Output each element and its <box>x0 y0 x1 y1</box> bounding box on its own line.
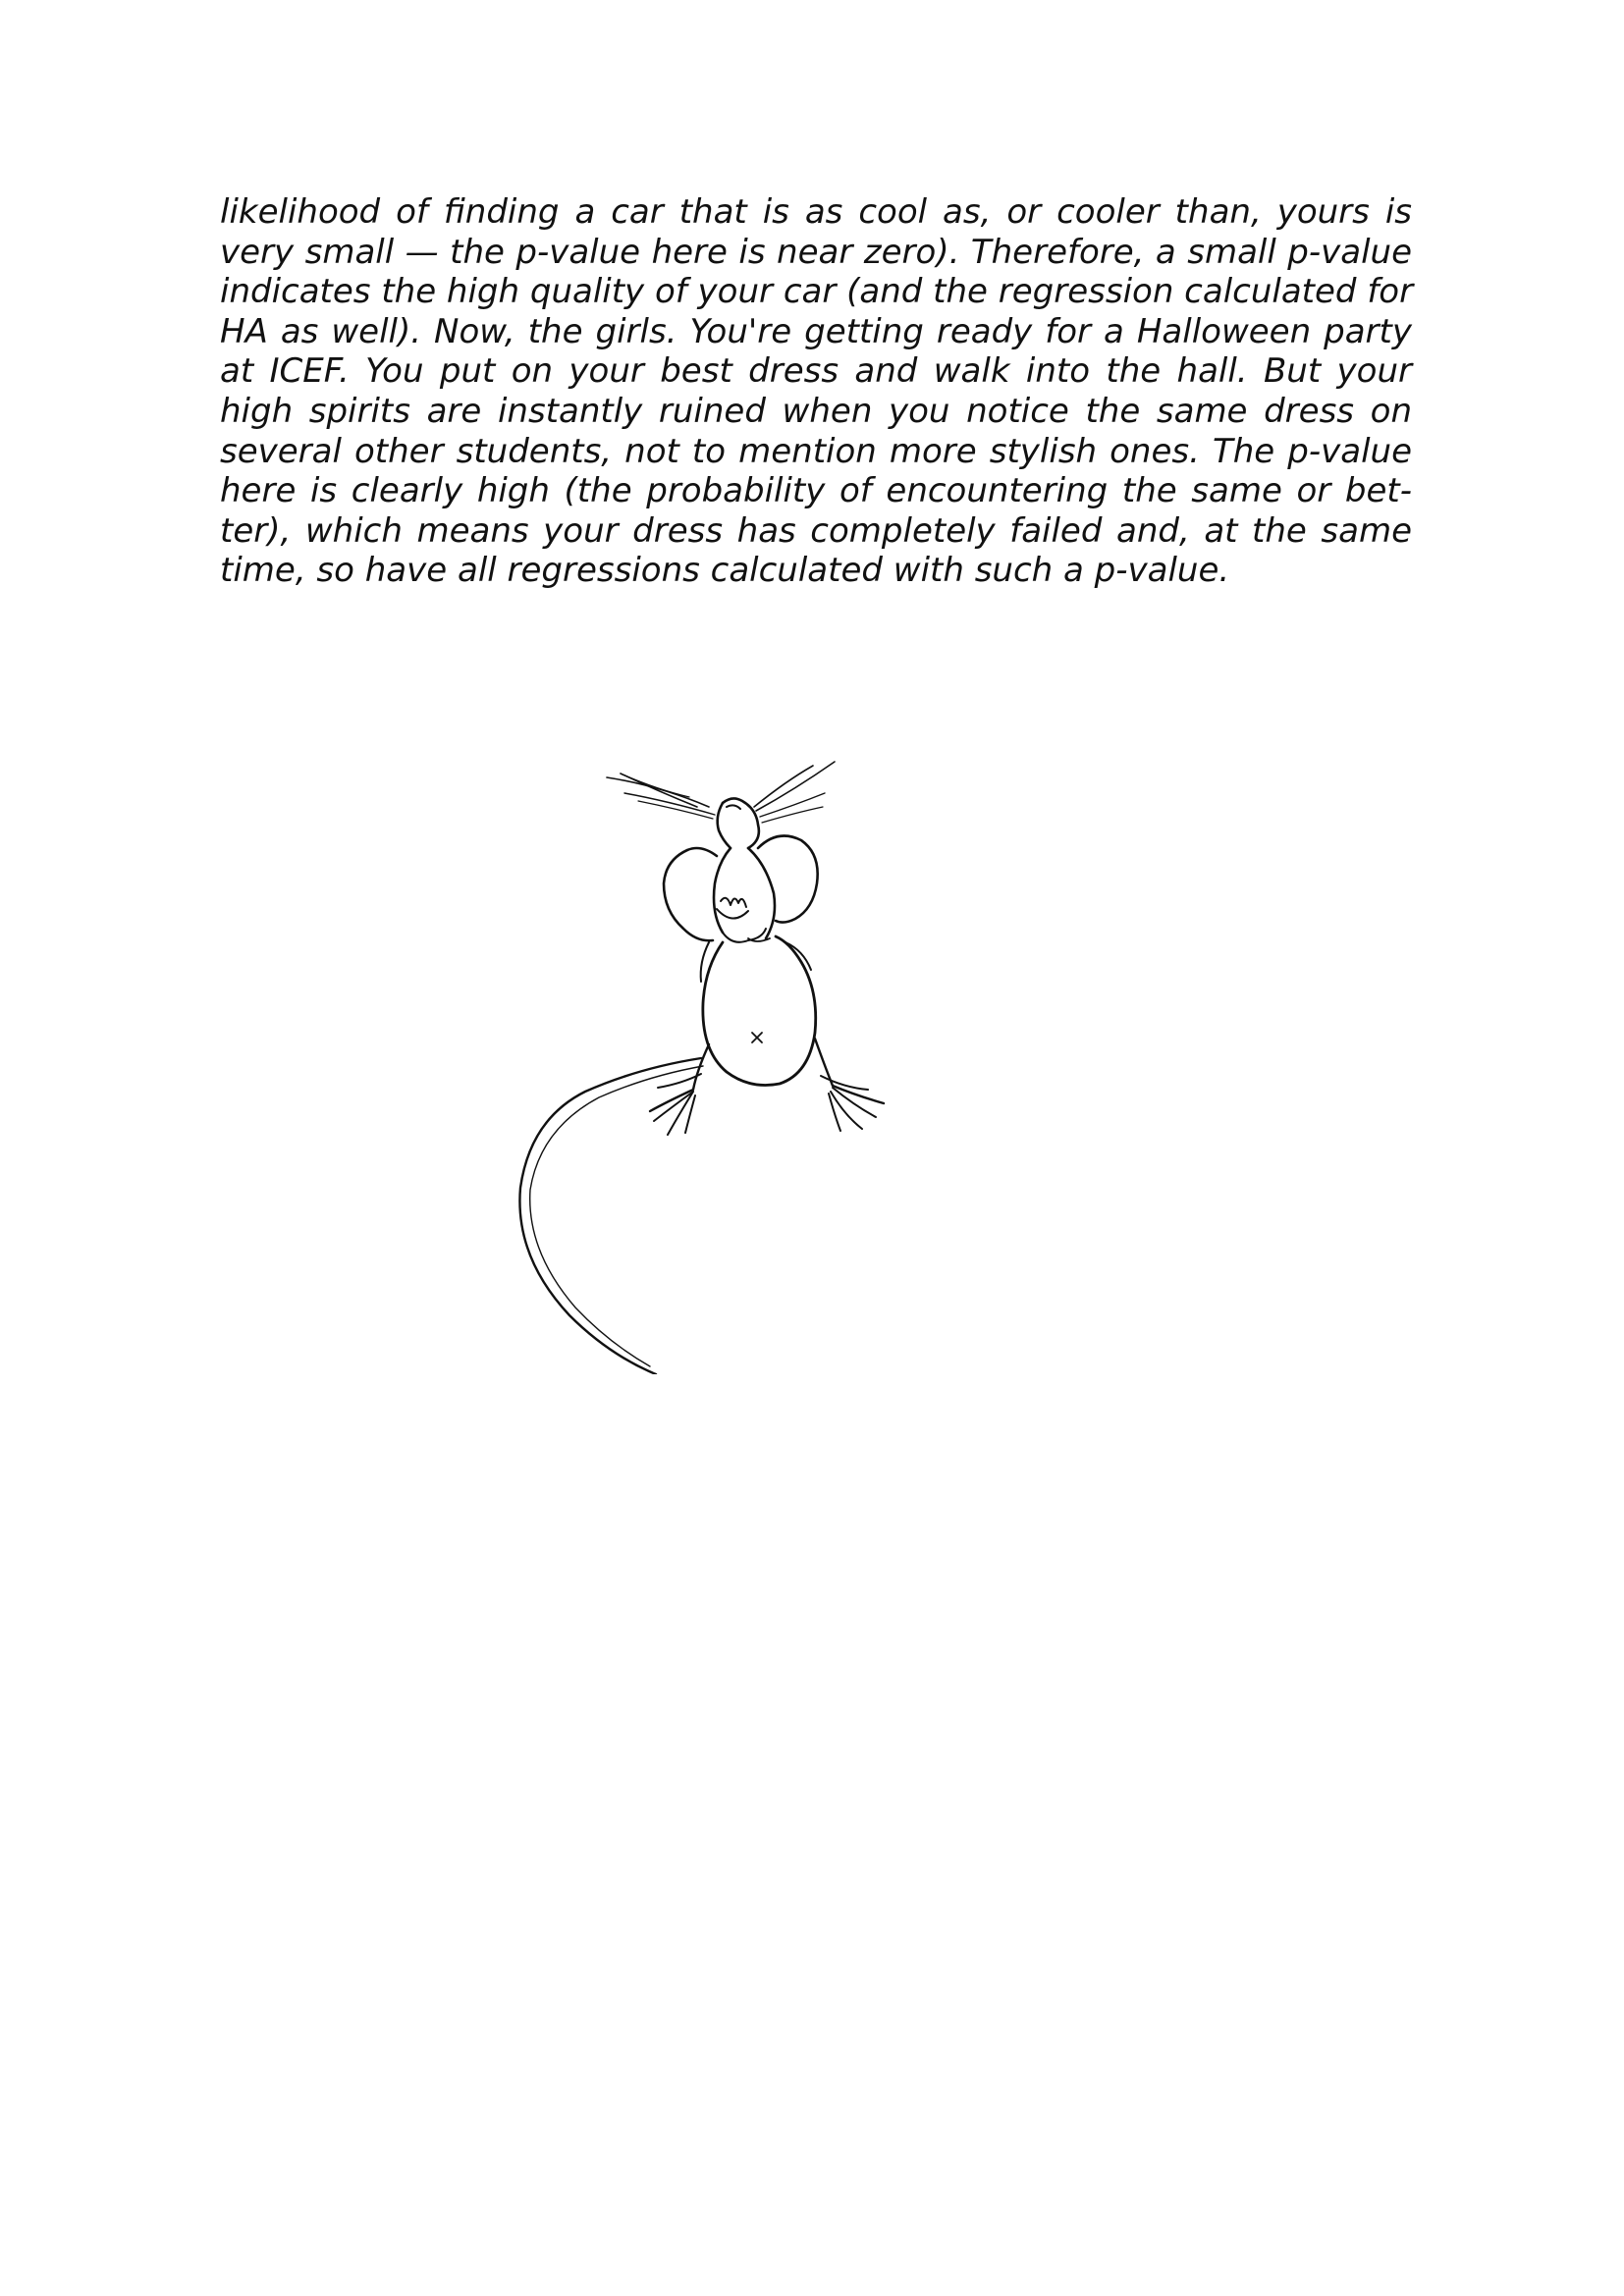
paragraph-line: likelihood of finding a car that is as cool as, or cooler than, yours is <box>220 192 1412 232</box>
mouse-illustration-icon <box>491 746 1021 1374</box>
paragraph-line: here is clearly high (the probability of encountering the same or bet- <box>220 471 1412 511</box>
paragraph-line: several other students, not to mention more stylish ones. The p-value <box>220 431 1412 471</box>
paragraph-line: at ICEF. You put on your best dress and walk into the hall. But your <box>220 351 1412 392</box>
paragraph-line: ter), which means your dress has completely failed and, at the same <box>220 510 1412 551</box>
paragraph-line: time, so have all regressions calculated with such a p-value. <box>220 551 1230 591</box>
paragraph-line: indicates the high quality of your car (and the regression calculated for <box>220 272 1414 312</box>
paragraph-line: HA as well). Now, the girls. You're getting ready for a Halloween party <box>220 311 1412 351</box>
paragraph-line: high spirits are instantly ruined when you notice the same dress on <box>220 391 1412 431</box>
body-paragraph <box>220 192 1412 591</box>
paragraph-line: very small — the p-value here is near zero). Therefore, a small p-value <box>220 232 1412 272</box>
